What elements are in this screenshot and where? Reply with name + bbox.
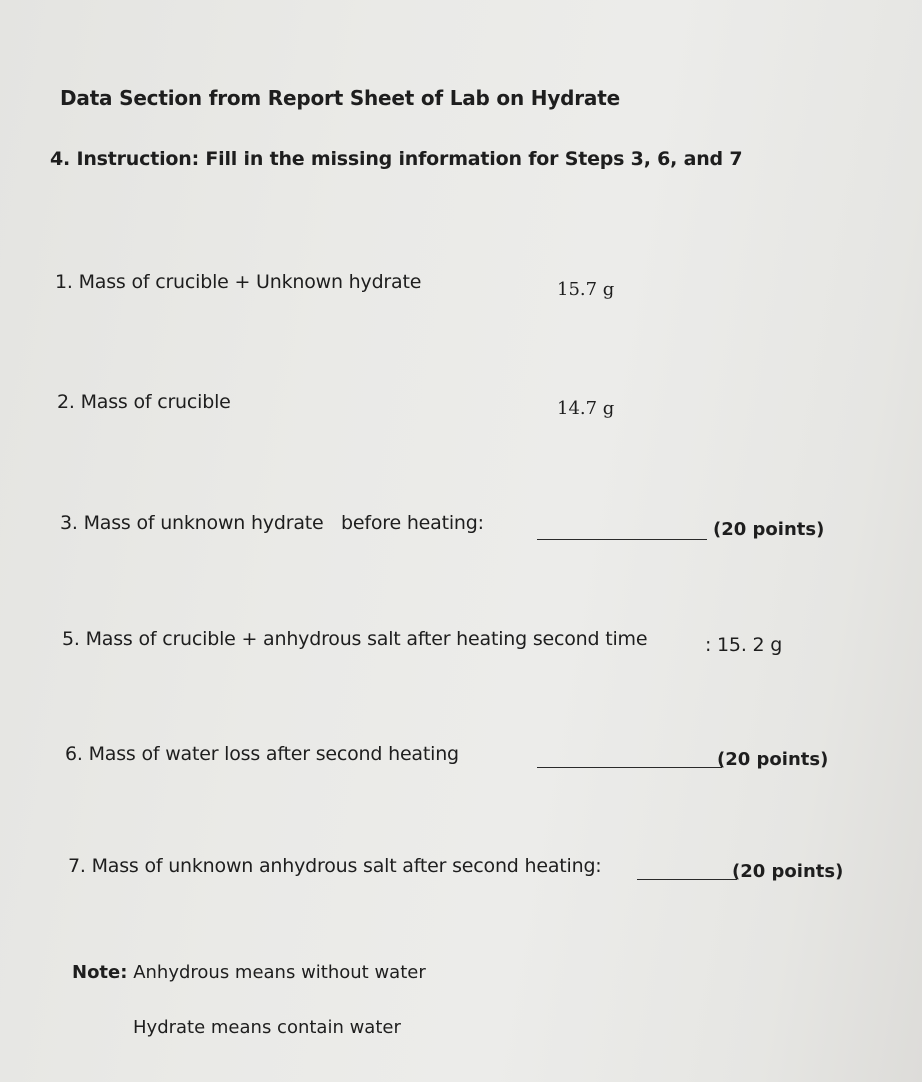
row-2-label: 2. Mass of crucible bbox=[57, 391, 231, 413]
row-6-points: (20 points) bbox=[717, 749, 829, 770]
row-7-points: (20 points) bbox=[732, 861, 844, 882]
row-7-answer-blank bbox=[637, 879, 737, 880]
page-title: Data Section from Report Sheet of Lab on Hydrate bbox=[60, 86, 620, 110]
note-label: Note: bbox=[72, 962, 128, 983]
row-1-label: 1. Mass of crucible + Unknown hydrate bbox=[55, 271, 422, 293]
row-5-value: : 15. 2 g bbox=[705, 634, 783, 656]
note-line-1 bbox=[72, 964, 426, 982]
note-anhydrous-definition: Anhydrous means without water bbox=[133, 962, 426, 983]
instruction-text: 4. Instruction: Fill in the missing information for Steps 3, 6, and 7 bbox=[50, 148, 743, 170]
row-2-value: 14.7 g bbox=[557, 398, 615, 419]
row-5-label: 5. Mass of crucible + anhydrous salt after heating second time bbox=[62, 628, 648, 650]
row-3-answer-blank bbox=[537, 539, 707, 540]
row-3-points: (20 points) bbox=[713, 519, 825, 540]
row-1-value: 15.7 g bbox=[557, 279, 615, 300]
row-6-label: 6. Mass of water loss after second heating bbox=[65, 743, 459, 765]
row-7-label: 7. Mass of unknown anhydrous salt after second heating: bbox=[68, 855, 602, 877]
note-hydrate-definition: Hydrate means contain water bbox=[133, 1017, 401, 1038]
row-6-answer-blank bbox=[537, 767, 722, 768]
row-3-label: 3. Mass of unknown hydrate before heating: bbox=[60, 512, 484, 534]
